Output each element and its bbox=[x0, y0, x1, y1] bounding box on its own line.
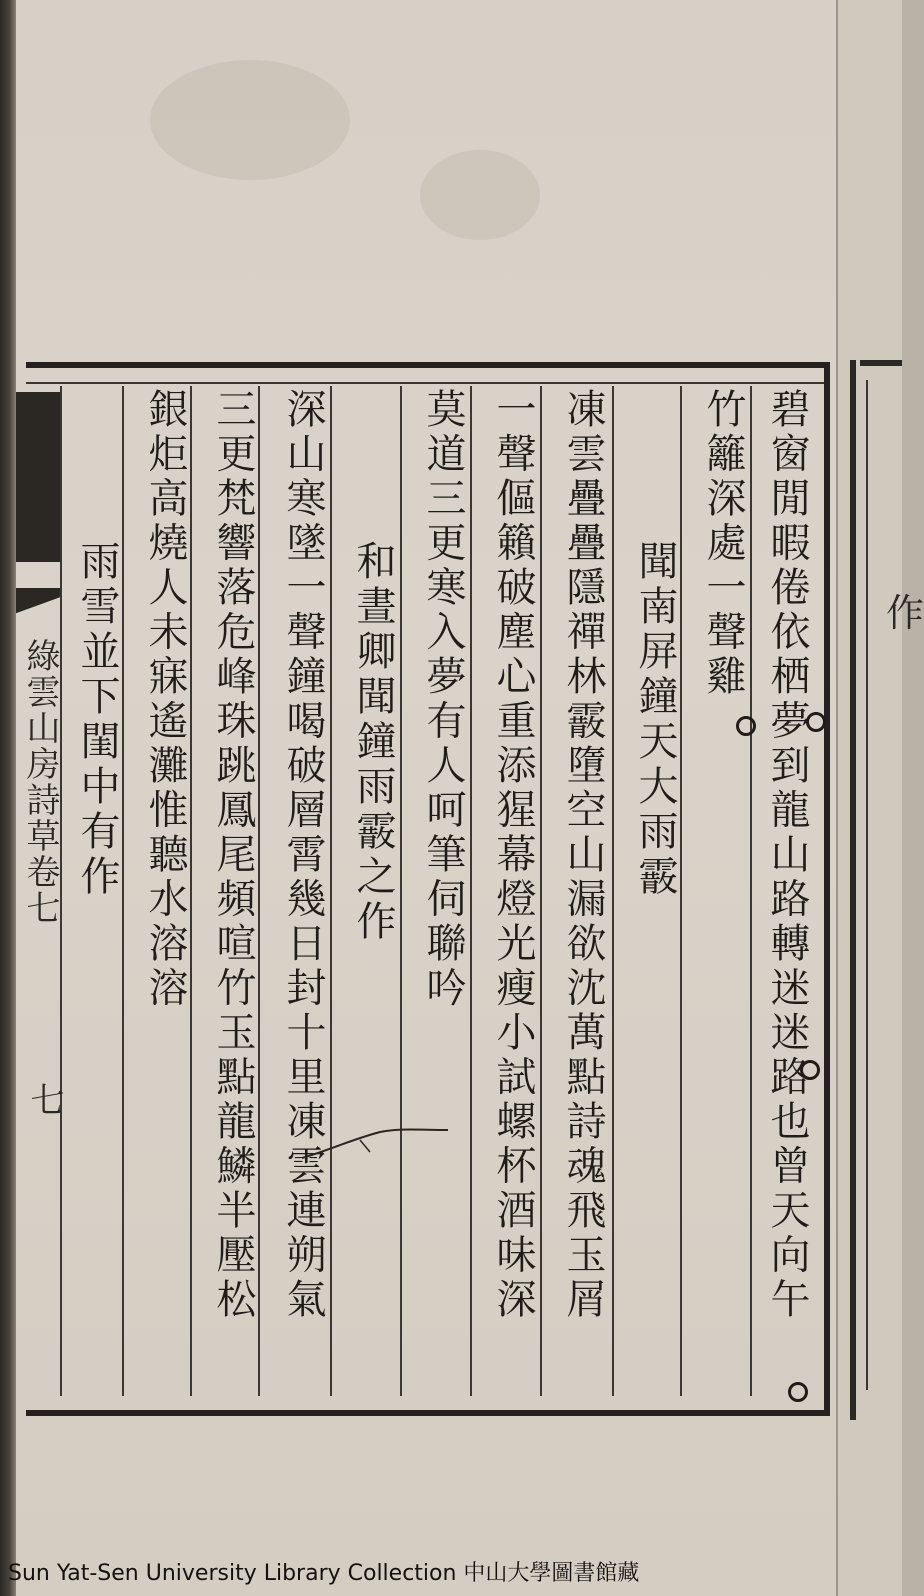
page-number: 七 bbox=[24, 1082, 64, 1116]
poem-line: 碧窗閒暇倦依栖夢到龍山路轉迷迷路也曾天向午 bbox=[764, 388, 810, 1323]
poem-line: 凍雲疊疊隱禪林霰墮空山漏欲沈萬點詩魂飛玉屑 bbox=[560, 388, 606, 1323]
book-spine bbox=[0, 0, 16, 1596]
fishtail-mark bbox=[16, 392, 60, 562]
rhyme-circle-mark bbox=[788, 1382, 808, 1402]
poem-line: 銀炬高燒人未寐遙灘惟聽水溶溶 bbox=[142, 388, 188, 1011]
rhyme-circle-mark bbox=[800, 1060, 820, 1080]
rhyme-circle-mark bbox=[736, 716, 756, 736]
poem-line: 竹籬深處一聲雞 bbox=[700, 388, 746, 700]
book-title: 綠雲山房詩草卷七 bbox=[20, 638, 60, 926]
poem-line: 一聲傴籟破塵心重添猩幕燈光瘦小試螺杯酒味深 bbox=[490, 388, 536, 1323]
poem-title: 和晝卿聞鐘雨霰之作 bbox=[350, 540, 396, 945]
poem-line: 深山寒墜一聲鐘喝破層霄幾日封十里凍雲連朔氣 bbox=[280, 388, 326, 1323]
paper-crack bbox=[300, 1122, 450, 1162]
poem-title: 聞南屏鐘天大雨霰 bbox=[632, 540, 678, 900]
adjacent-page-edge bbox=[836, 0, 924, 1596]
poem-title: 雨雪並下閨中有作 bbox=[74, 540, 120, 900]
fishtail-mark-lower bbox=[16, 588, 60, 622]
adjacent-page-text-fragment: 作 bbox=[886, 591, 924, 635]
poem-line: 三更梵響落危峰珠跳鳳尾頻喧竹玉點龍鱗半壓松 bbox=[210, 388, 256, 1323]
collection-caption: Sun Yat-Sen University Library Collection 中山大學圖書館藏 bbox=[8, 1561, 640, 1586]
poem-line: 莫道三更寒入夢有人呵筆伺聯吟 bbox=[420, 388, 466, 1011]
rhyme-circle-mark bbox=[806, 712, 826, 732]
center-fold-column bbox=[16, 382, 64, 1404]
